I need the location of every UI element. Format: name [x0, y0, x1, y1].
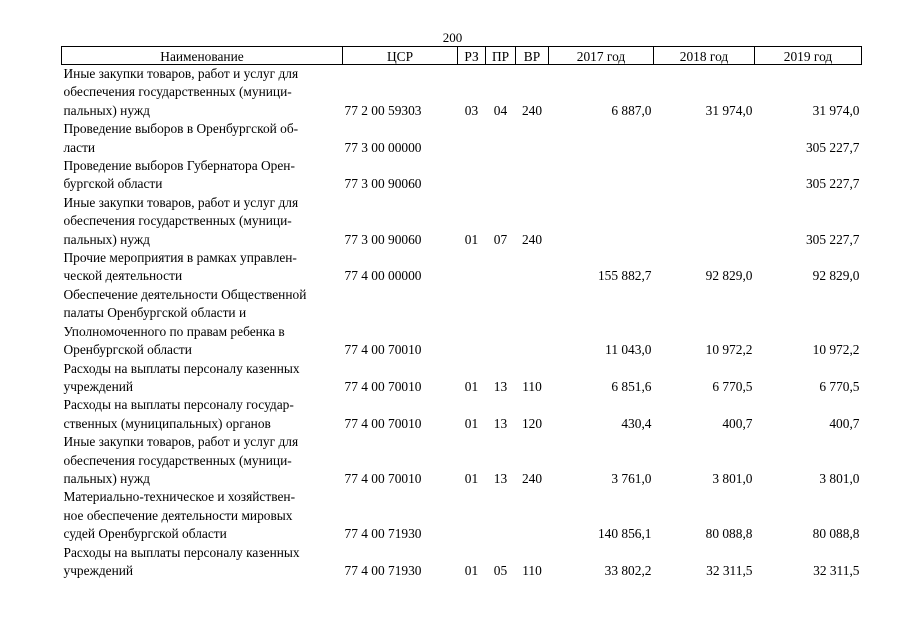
cell-vr	[516, 488, 549, 543]
table-row	[62, 396, 862, 433]
cell-vr: 120	[521, 415, 543, 431]
cell-name: Иные закупки товаров, работ и услуг для обеспечения государственных (муници- пальных) нужд	[63, 194, 299, 247]
cell-pr: 13	[493, 378, 508, 394]
cell-rz: 01	[464, 415, 479, 431]
cell-pr	[486, 286, 516, 360]
cell-rz	[458, 157, 486, 194]
cell-vr: 240	[521, 102, 543, 118]
cell-rz: 01	[464, 231, 479, 247]
table-row	[62, 194, 862, 249]
table-header	[62, 47, 862, 65]
header-2018: 2018 год	[654, 47, 755, 65]
header-2017: 2017 год	[549, 47, 654, 65]
cell-2017: 140 856,1	[597, 526, 652, 542]
cell-rz: 03	[464, 102, 479, 118]
cell-2018: 10 972,2	[705, 342, 753, 358]
cell-rz: 01	[464, 378, 479, 394]
header-2019: 2019 год	[755, 47, 862, 65]
cell-name: Расходы на выплаты персоналу казенных учреждений	[63, 544, 300, 578]
table-row	[62, 433, 862, 488]
table-row	[62, 120, 862, 157]
cell-rz	[458, 286, 486, 360]
cell-csr: 77 4 00 00000	[344, 268, 422, 284]
cell-vr: 110	[522, 562, 542, 578]
cell-pr: 07	[493, 231, 508, 247]
cell-name: Проведение выборов Губернатора Орен- бургской области	[63, 158, 295, 192]
cell-2018: 3 801,0	[712, 470, 753, 486]
cell-pr	[486, 249, 516, 286]
header-row	[62, 47, 862, 65]
cell-pr	[486, 120, 516, 157]
cell-vr: 240	[521, 470, 543, 486]
cell-2017: 6 887,0	[611, 102, 652, 118]
table-row	[62, 286, 862, 360]
cell-name: Обеспечение деятельности Общественной палаты Оренбургской области и Уполномоченного по правам ребенка в Оренбургской области	[63, 286, 307, 358]
cell-vr	[516, 286, 549, 360]
cell-name: Материально-техническое и хозяйствен- ное обеспечение деятельности мировых судей Оренбургской области	[63, 489, 296, 542]
cell-2017: 6 851,6	[611, 378, 652, 394]
cell-csr: 77 4 00 71930	[344, 562, 422, 578]
header-pr: ПР	[486, 47, 516, 65]
cell-2019: 400,7	[829, 415, 860, 431]
cell-vr	[516, 157, 549, 194]
cell-rz	[458, 488, 486, 543]
table-row	[62, 360, 862, 397]
header-rz: РЗ	[458, 47, 486, 65]
cell-csr: 77 4 00 70010	[344, 342, 422, 358]
cell-name: Иные закупки товаров, работ и услуг для обеспечения государственных (муници- пальных) нужд	[63, 66, 299, 118]
cell-rz: 01	[464, 562, 479, 578]
cell-2019: 32 311,5	[813, 562, 860, 578]
cell-2019: 305 227,7	[805, 139, 860, 155]
budget-table	[61, 46, 862, 580]
table-row	[62, 65, 862, 121]
cell-2018: 92 829,0	[705, 268, 753, 284]
cell-csr: 77 3 00 90060	[344, 231, 422, 247]
cell-2017: 430,4	[621, 415, 652, 431]
cell-csr: 77 4 00 70010	[344, 470, 422, 486]
cell-2018	[654, 157, 755, 194]
cell-2019: 10 972,2	[812, 342, 860, 358]
cell-pr	[486, 157, 516, 194]
cell-name: Проведение выборов в Оренбургской об- ласти	[63, 121, 299, 155]
cell-2018: 400,7	[722, 415, 753, 431]
cell-pr: 04	[493, 102, 508, 118]
cell-2017: 11 043,0	[605, 342, 652, 358]
cell-2019: 6 770,5	[819, 378, 860, 394]
cell-rz	[458, 120, 486, 157]
table-row	[62, 488, 862, 543]
cell-2019: 31 974,0	[812, 102, 860, 118]
cell-2018: 6 770,5	[712, 378, 753, 394]
table-body	[62, 65, 862, 581]
cell-2017	[549, 157, 654, 194]
cell-2018	[654, 194, 755, 249]
cell-2017: 33 802,2	[604, 562, 652, 578]
cell-csr: 77 4 00 71930	[344, 526, 422, 542]
cell-vr	[516, 249, 549, 286]
cell-pr	[486, 488, 516, 543]
cell-2017	[549, 194, 654, 249]
cell-2018: 31 974,0	[705, 102, 753, 118]
cell-vr: 240	[521, 231, 543, 247]
cell-name: Расходы на выплаты персоналу государ- ственных (муниципальных) органов	[63, 397, 294, 431]
cell-vr	[516, 120, 549, 157]
header-vr: ВР	[516, 47, 549, 65]
cell-rz: 01	[464, 470, 479, 486]
cell-pr: 05	[493, 562, 508, 578]
cell-pr: 13	[493, 415, 508, 431]
cell-2019: 3 801,0	[819, 470, 860, 486]
header-csr: ЦСР	[343, 47, 458, 65]
cell-name: Расходы на выплаты персоналу казенных учреждений	[63, 360, 300, 394]
cell-2019: 305 227,7	[805, 176, 860, 192]
cell-2017: 155 882,7	[597, 268, 652, 284]
cell-csr: 77 3 00 90060	[344, 176, 422, 192]
cell-2019: 305 227,7	[805, 231, 860, 247]
cell-name: Прочие мероприятия в рамках управлен- ческой деятельности	[63, 250, 297, 284]
cell-2017: 3 761,0	[611, 470, 652, 486]
header-name: Наименование	[62, 47, 343, 65]
cell-pr: 13	[493, 470, 508, 486]
cell-csr: 77 4 00 70010	[344, 415, 422, 431]
cell-2019: 80 088,8	[812, 526, 860, 542]
cell-2018: 32 311,5	[706, 562, 753, 578]
cell-2018	[654, 120, 755, 157]
cell-2017	[549, 120, 654, 157]
cell-name: Иные закупки товаров, работ и услуг для обеспечения государственных (муници- пальных) нужд	[63, 434, 299, 486]
cell-csr: 77 2 00 59303	[344, 102, 422, 118]
page-number: 200	[442, 30, 463, 45]
cell-rz	[458, 249, 486, 286]
table-row	[62, 249, 862, 286]
cell-2019: 92 829,0	[812, 268, 860, 284]
table-row	[62, 544, 862, 581]
cell-csr: 77 4 00 70010	[344, 378, 422, 394]
cell-vr: 110	[522, 378, 542, 394]
cell-2018: 80 088,8	[705, 526, 753, 542]
cell-csr: 77 3 00 00000	[344, 139, 422, 155]
table-row	[62, 157, 862, 194]
